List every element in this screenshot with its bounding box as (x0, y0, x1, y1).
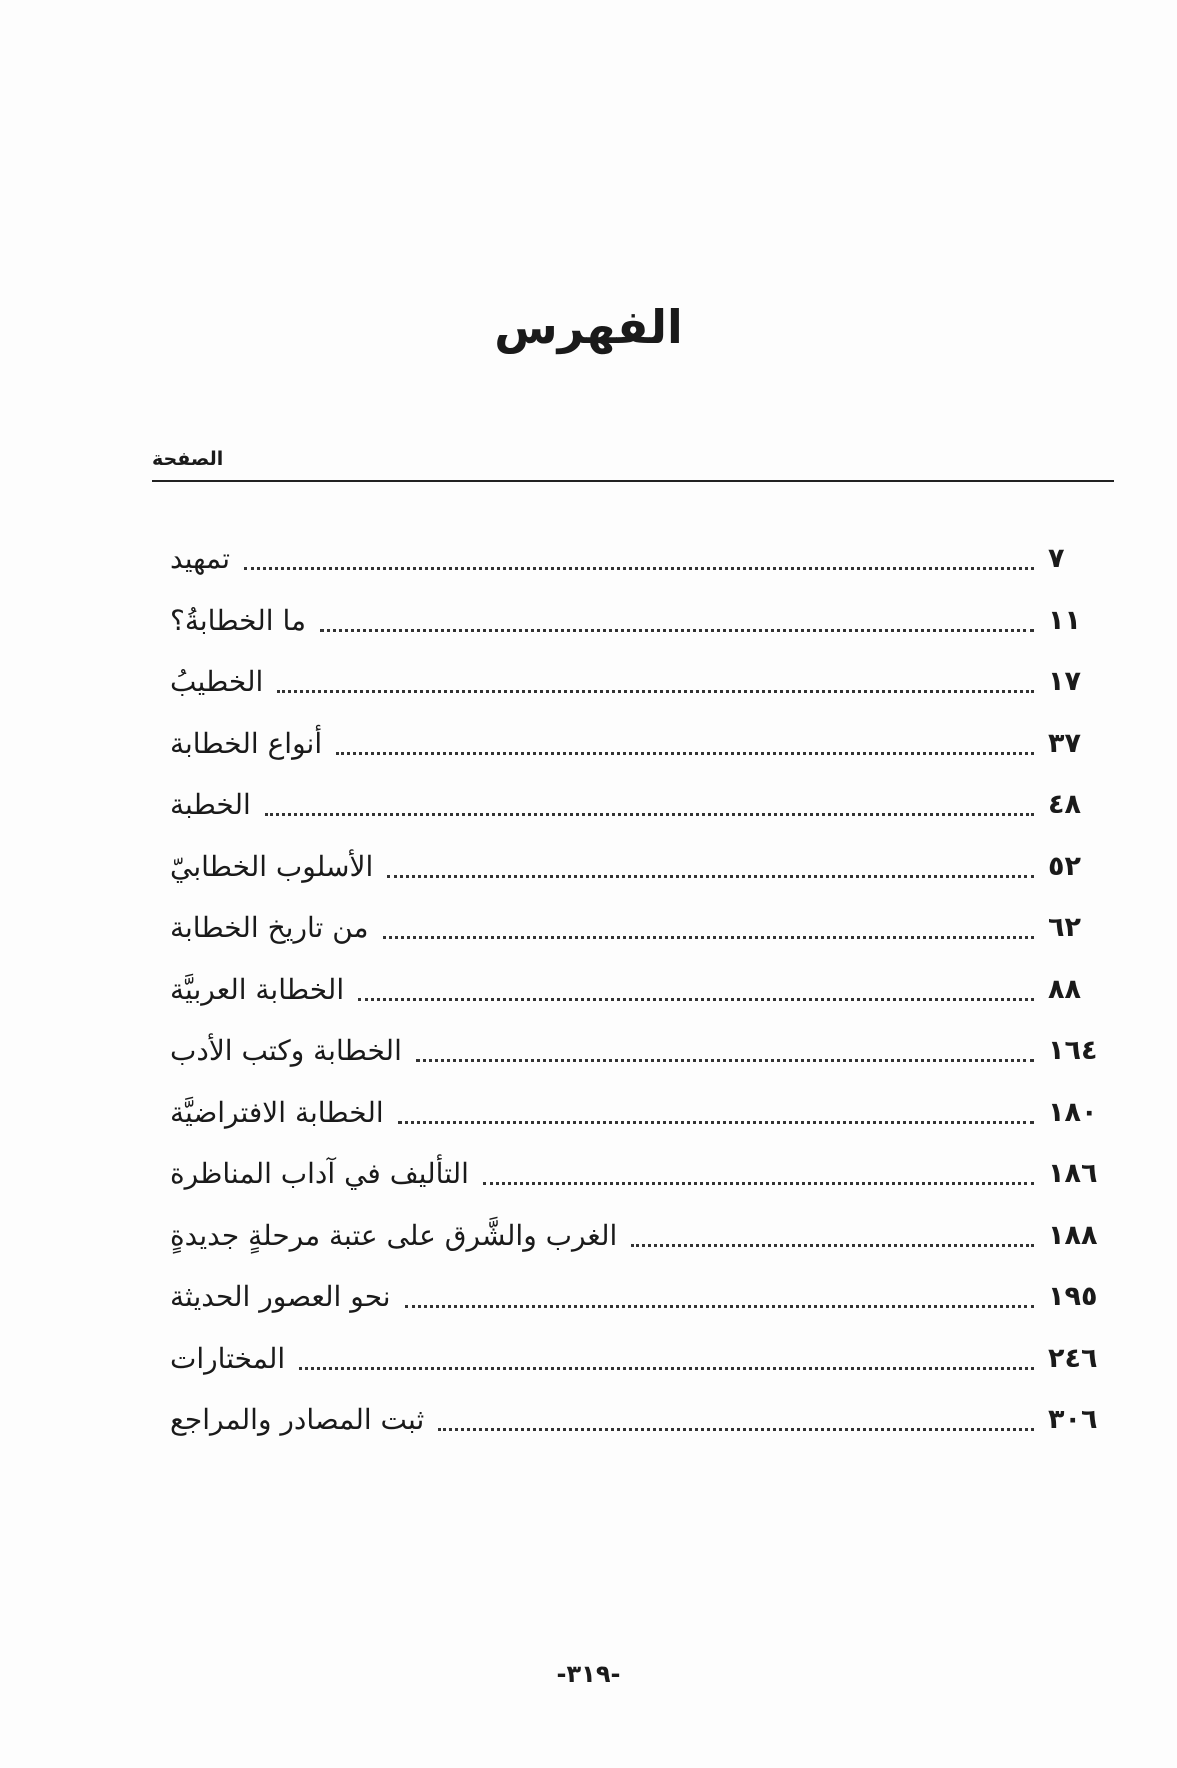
toc-entry-page: ٨٨ (1048, 973, 1081, 1005)
page-title: الفهرس (494, 300, 683, 354)
toc-entry (170, 959, 1118, 1021)
toc-entry (170, 1082, 1118, 1144)
toc-entry-title: الأسلوب الخطابيّ (170, 849, 374, 883)
toc-entry-title: أنواع الخطابة (170, 726, 323, 760)
toc-entry-title: نحو العصور الحديثة (170, 1280, 391, 1314)
toc-leader-dots (265, 813, 1034, 816)
toc-entry-page: ١٧ (1048, 666, 1081, 698)
toc-entry-page: ١٨٠ (1048, 1096, 1098, 1128)
header-divider (152, 480, 1114, 482)
toc-entry (170, 897, 1118, 959)
toc-entry-title: التأليف في آداب المناظرة (170, 1157, 469, 1191)
toc-entry (170, 774, 1118, 836)
toc-leader-dots (244, 567, 1034, 570)
toc-entry-title: الخطابة العربيَّة (170, 972, 345, 1006)
toc-entry-page: ٥٢ (1048, 850, 1081, 882)
toc-leader-dots (416, 1059, 1034, 1062)
toc-leader-dots (387, 875, 1034, 878)
toc-entry-page: ١٨٦ (1048, 1158, 1098, 1190)
toc-entry-title: الغرب والشَّرق على عتبة مرحلةٍ جديدةٍ (170, 1218, 618, 1252)
page-column-header: الصفحة (152, 448, 224, 470)
toc-leader-dots (483, 1182, 1034, 1185)
toc-entry (170, 1205, 1118, 1267)
toc-entry-title: الخطيبُ (170, 665, 264, 699)
toc-entry-page: ٣٠٦ (1048, 1404, 1098, 1436)
toc-leader-dots (383, 936, 1034, 939)
toc-leader-dots (336, 752, 1034, 755)
toc-entry-page: ١٩٥ (1048, 1281, 1098, 1313)
toc-entry (170, 528, 1118, 590)
toc-entry-title: تمهيد (170, 542, 231, 576)
toc-entry (170, 1020, 1118, 1082)
table-of-contents (170, 528, 1118, 1451)
toc-entry-title: ثبت المصادر والمراجع (170, 1403, 425, 1437)
toc-entry (170, 590, 1118, 652)
toc-entry-page: ١١ (1048, 604, 1081, 636)
toc-leader-dots (438, 1428, 1034, 1431)
toc-leader-dots (631, 1244, 1034, 1247)
toc-leader-dots (277, 690, 1034, 693)
toc-entry (170, 713, 1118, 775)
toc-entry-page: ٧ (1048, 543, 1065, 575)
toc-entry-page: ٤٨ (1048, 789, 1081, 821)
toc-entry-title: المختارات (170, 1341, 286, 1375)
toc-entry-page: ١٦٤ (1048, 1035, 1098, 1067)
toc-leader-dots (299, 1367, 1034, 1370)
toc-leader-dots (398, 1121, 1034, 1124)
toc-entry-page: ٢٤٦ (1048, 1342, 1098, 1374)
toc-leader-dots (358, 998, 1034, 1001)
toc-entry-title: الخطابة وكتب الأدب (170, 1034, 402, 1068)
toc-entry-page: ٣٧ (1048, 727, 1081, 759)
toc-entry-title: الخطابة الافتراضيَّة (170, 1095, 384, 1129)
toc-entry-title: من تاريخ الخطابة (170, 911, 369, 945)
toc-entry (170, 836, 1118, 898)
toc-entry (170, 651, 1118, 713)
toc-entry (170, 1266, 1118, 1328)
toc-leader-dots (405, 1305, 1034, 1308)
toc-entry-page: ١٨٨ (1048, 1219, 1098, 1251)
toc-leader-dots (320, 629, 1034, 632)
toc-entry-title: ما الخطابةُ؟ (170, 603, 306, 637)
page-number: -٣١٩- (556, 1660, 621, 1688)
toc-entry (170, 1143, 1118, 1205)
toc-entry (170, 1328, 1118, 1390)
toc-entry (170, 1389, 1118, 1451)
toc-entry-title: الخطبة (170, 788, 251, 822)
toc-entry-page: ٦٢ (1048, 912, 1081, 944)
